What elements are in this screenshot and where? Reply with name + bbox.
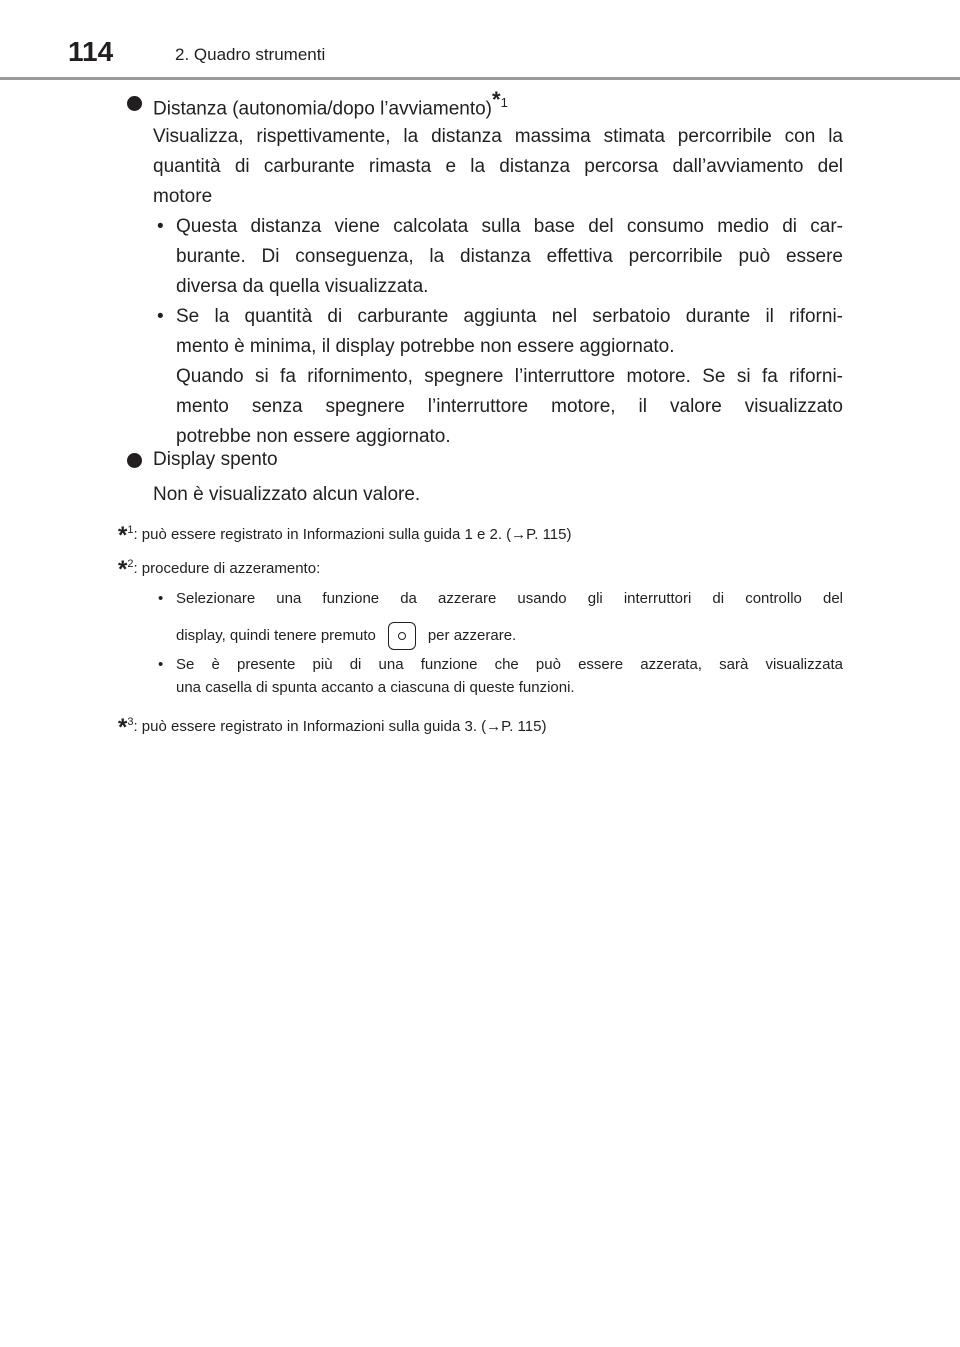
footnote-1-text: : può essere registrato in Informazioni sulla guida 1 e 2. (→P. 115) — [133, 526, 572, 543]
bullet-icon: • — [158, 656, 164, 673]
distance-note-2-line-1: • Se la quantità di carburante aggiunta nel serbatoio durante il riforni- — [157, 302, 843, 332]
footnote-star: * — [118, 714, 128, 741]
bullet-dot-icon — [127, 96, 142, 111]
footnote-number: 2 — [127, 558, 134, 570]
page-header — [0, 0, 960, 80]
footnote-number: 3 — [127, 716, 134, 728]
footnote-1 — [118, 519, 572, 547]
footnote-number: 1 — [127, 524, 134, 536]
footnote-2-item-2-line-2: una casella di spunta accanto a ciascuna di queste funzioni. — [176, 679, 575, 696]
section-title: 2. Quadro strumenti — [175, 45, 326, 64]
bullet-icon: • — [158, 590, 164, 607]
footnote-3-text: : può essere registrato in Informazioni sulla guida 3. (→P. 115) — [133, 718, 547, 735]
distance-note-2-line-4: mento senza spegnere l’interruttore motore, il valore visualizzato — [176, 396, 843, 417]
footnote-ref-1: 1 — [500, 95, 508, 110]
footnote-star: * — [118, 556, 128, 583]
footnote-2 — [118, 553, 320, 581]
footnote-2-item-2-line-1: • Se è presente più di una funzione che può essere azzerata, sarà visualizzata — [158, 654, 843, 676]
distance-body-line-1: Visualizza, rispettivamente, la distanza massima stimata percorribile con la — [153, 126, 843, 147]
footnote-2-item-1-line-2: display, quindi tenere premuto per azzerare. — [158, 620, 843, 652]
distance-note-2-line-2: mento è minima, il display potrebbe non essere aggiornato. — [176, 336, 675, 357]
distance-note-1-line-2: burante. Di conseguenza, la distanza effettiva percorribile può essere — [176, 246, 843, 267]
footnote-3 — [118, 711, 546, 739]
distance-note-2-line-5: potrebbe non essere aggiornato. — [176, 426, 451, 447]
distance-note-1-line-3: diversa da quella visualizzata. — [176, 276, 429, 297]
display-off-heading — [127, 445, 278, 475]
distance-body-line-3: motore — [153, 186, 213, 207]
bullet-icon: • — [157, 306, 164, 327]
display-off-heading-text: Display spento — [153, 449, 278, 470]
distance-heading-text: Distanza (autonomia/dopo l’avviamento) — [153, 98, 493, 120]
distance-heading — [127, 88, 508, 124]
footnote-2-text: : procedure di azzeramento: — [133, 560, 321, 577]
page-number: 114 — [68, 36, 114, 67]
header-rule — [0, 77, 960, 80]
distance-note-1-line-1: • Questa distanza viene calcolata sulla base del consumo medio di car- — [157, 212, 843, 242]
distance-note-2-line-3: Quando si fa rifornimento, spegnere l’interruttore motore. Se si fa riforni- — [176, 366, 843, 387]
footnote-star: * — [492, 87, 501, 112]
display-off-body: Non è visualizzato alcun valore. — [153, 484, 421, 505]
footnote-star: * — [118, 522, 128, 549]
bullet-icon: • — [157, 216, 164, 237]
bullet-dot-icon — [127, 453, 142, 468]
footnote-2-item-1-line-1: • Selezionare una funzione da azzerare usando gli interruttori di controllo del — [158, 588, 843, 610]
distance-body-line-2: quantità di carburante rimasta e la distanza percorsa dall’avviamento del — [153, 156, 843, 177]
display-switch-icon — [388, 622, 416, 650]
